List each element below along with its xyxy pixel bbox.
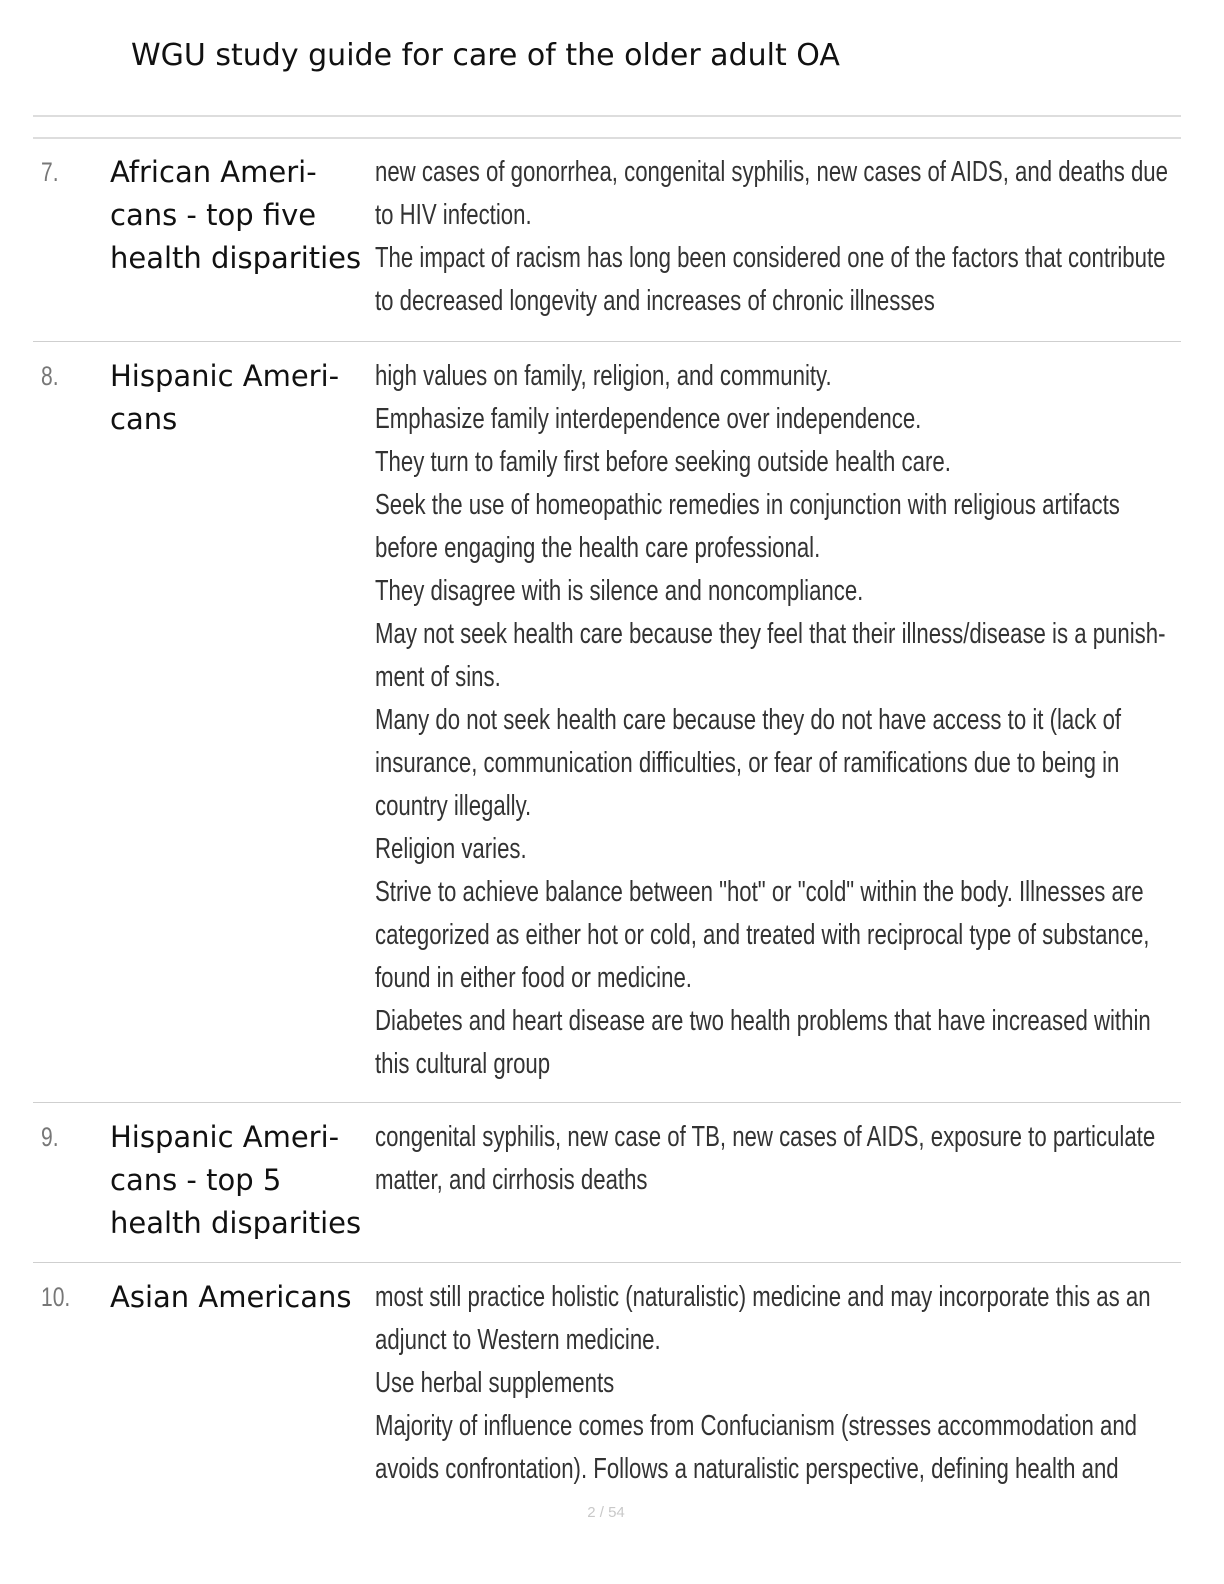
definition-line: adjunct to Western medicine. (375, 1324, 661, 1356)
definition-line: ment of sins. (375, 661, 501, 693)
study-entry (33, 1276, 1181, 1491)
definition-line: new cases of gonorrhea, congenital syphilis, new cases of AIDS, and deaths due (375, 156, 1168, 188)
definition-line: Seek the use of homeopathic remedies in conjunction with religious artifacts (375, 489, 1120, 521)
page-number: 2 / 54 (587, 1504, 625, 1521)
definition-line: high values on family, religion, and community. (375, 360, 832, 392)
entry-number: 9. (41, 1122, 59, 1152)
definition-line: avoids confrontation). Follows a naturalistic perspective, defining health and (375, 1453, 1119, 1485)
entry-divider (33, 341, 1181, 342)
study-entry (33, 355, 1181, 1086)
definition-line: insurance, communication difficulties, or fear of ramifications due to being in (375, 747, 1120, 779)
definition-line: May not seek health care because they feel that their illness/disease is a punish- (375, 618, 1166, 650)
definition-line: Many do not seek health care because they do not have access to it (lack of (375, 704, 1122, 736)
definition-line: They turn to family first before seeking outside health care. (375, 446, 951, 478)
entry-number: 10. (41, 1282, 71, 1312)
definition-line: this cultural group (375, 1048, 551, 1080)
definition-line: found in either food or medicine. (375, 962, 692, 994)
entry-definition (375, 151, 1168, 323)
header-divider-secondary (33, 137, 1181, 139)
definition-line: country illegally. (375, 790, 532, 822)
definition-line: The impact of racism has long been considered one of the factors that contribute (375, 242, 1166, 274)
entry-definition (375, 355, 1166, 1086)
study-entry (33, 151, 1181, 323)
definition-line: Diabetes and heart disease are two health problems that have increased within (375, 1005, 1151, 1037)
entry-term: Hispanic Ameri- cans (110, 359, 340, 436)
definition-line: They disagree with is silence and noncompliance. (375, 575, 864, 607)
definition-line: Use herbal supplements (375, 1367, 615, 1399)
entry-term: Asian Americans (110, 1280, 352, 1314)
entry-term: African Ameri- cans - top five health disparities (110, 155, 362, 275)
definition-line: most still practice holistic (naturalistic) medicine and may incorporate this as an (375, 1281, 1151, 1313)
study-entry (33, 1116, 1181, 1245)
definition-line: Strive to achieve balance between "hot" or "cold" within the body. Illnesses are (375, 876, 1144, 908)
definition-line: to decreased longevity and increases of chronic illnesses (375, 285, 935, 317)
definition-line: Majority of influence comes from Confucianism (stresses accommodation and (375, 1410, 1137, 1442)
definition-line: before engaging the health care professional. (375, 532, 821, 564)
header-divider (33, 115, 1181, 117)
entry-number: 7. (41, 157, 59, 187)
definition-line: matter, and cirrhosis deaths (375, 1164, 648, 1196)
entry-divider (33, 1102, 1181, 1103)
entry-definition (375, 1276, 1163, 1491)
entry-definition (375, 1116, 1163, 1202)
entry-number: 8. (41, 361, 59, 391)
entry-term: Hispanic Ameri- cans - top 5 health disparities (110, 1120, 362, 1240)
document-title: WGU study guide for care of the older adult OA (131, 38, 840, 73)
definition-line: Religion varies. (375, 833, 527, 865)
definition-line: categorized as either hot or cold, and treated with reciprocal type of substance, (375, 919, 1150, 951)
definition-line: Emphasize family interdependence over independence. (375, 403, 922, 435)
definition-line: congenital syphilis, new case of TB, new cases of AIDS, exposure to particulate (375, 1121, 1156, 1153)
definition-line: to HIV infection. (375, 199, 532, 231)
entry-divider (33, 1262, 1181, 1263)
